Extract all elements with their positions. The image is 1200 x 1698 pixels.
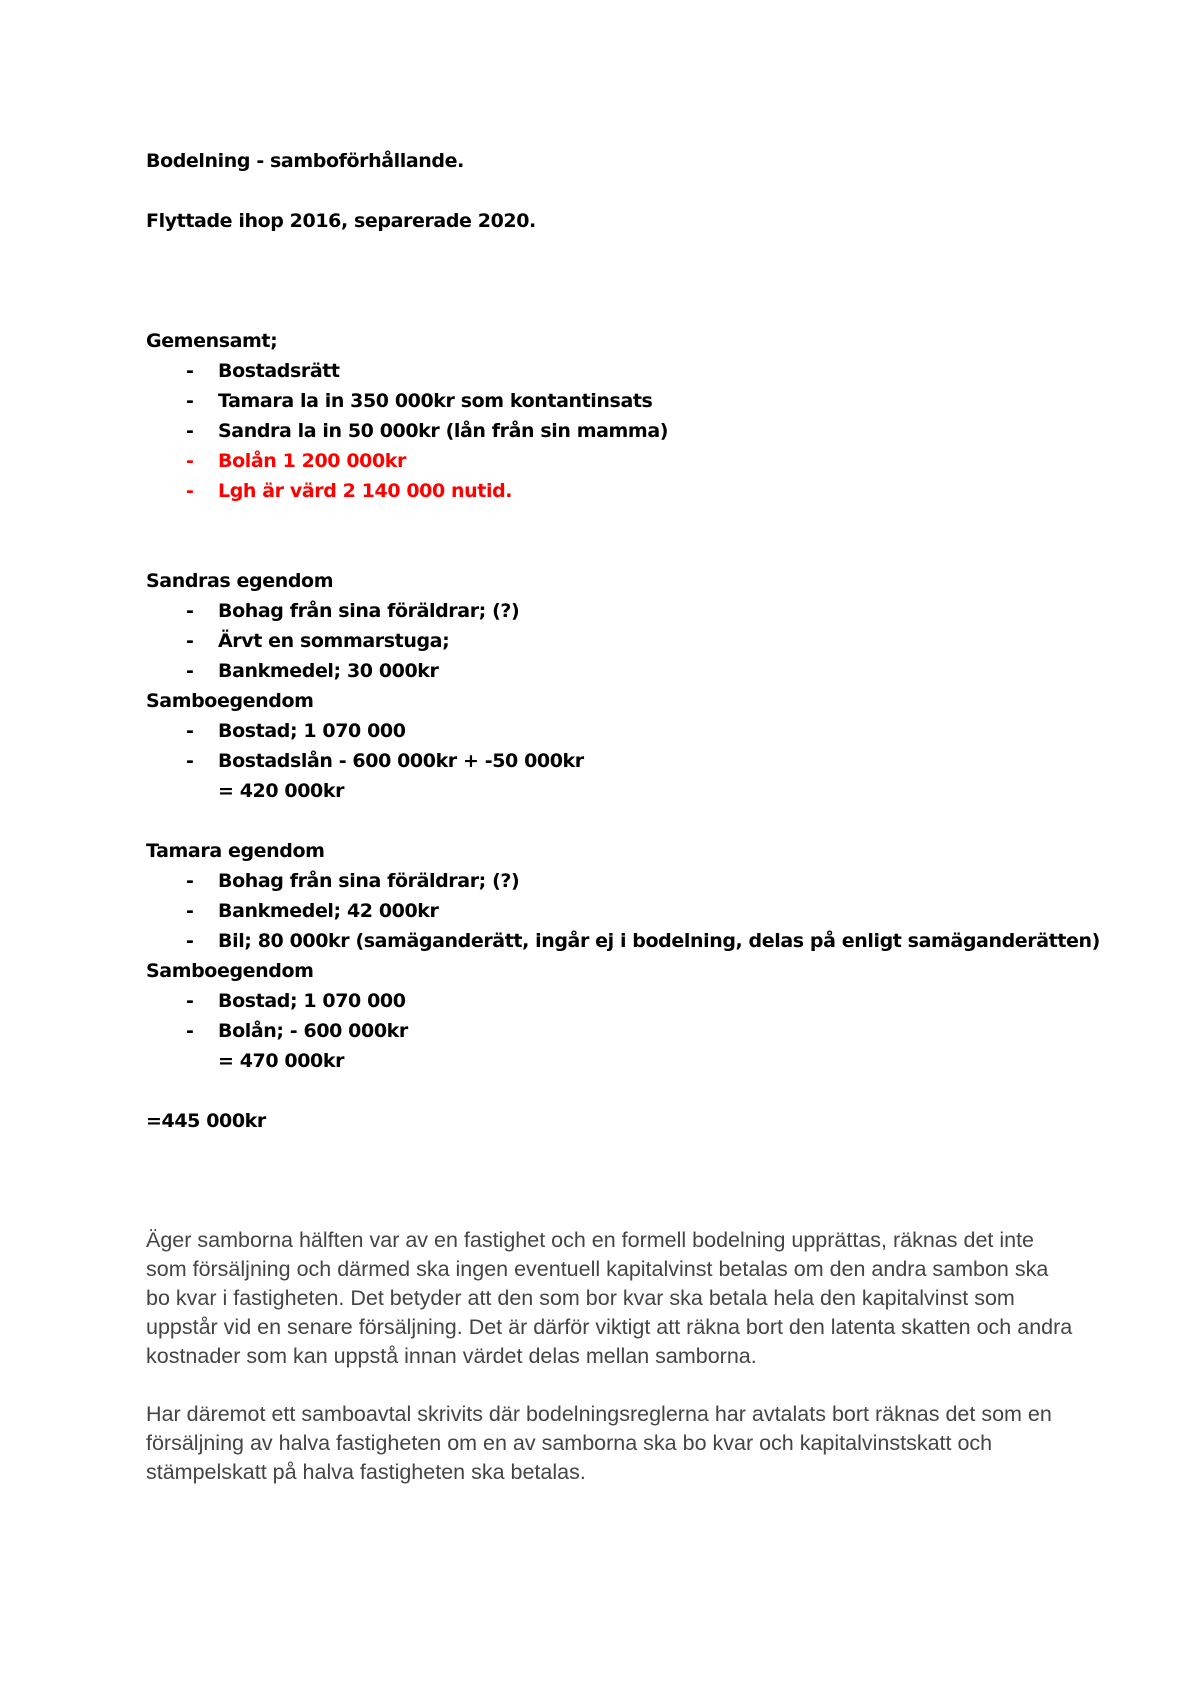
list-item-text: Sandra la in 50 000kr (lån från sin mamma) [218,420,669,442]
list-item-text: Bankmedel; 30 000kr [218,660,439,682]
result-total: =445 000kr [146,1110,266,1132]
tamara-sambo-heading: Samboegendom [146,960,314,982]
sandra-heading: Sandras egendom [146,570,334,592]
list-item [146,716,1076,746]
spacer [146,506,1076,536]
dash-bullet: - [186,360,194,382]
list-item-text: Tamara la in 350 000kr som kontantinsats [218,390,653,412]
shared-heading: Gemensamt; [146,330,278,352]
tamara-sambo-total: = 470 000kr [218,1050,345,1072]
tamara-list [146,866,1100,956]
paragraph-joint-ownership: Äger samborna hälften var av en fastighet och en formell bodelning upprättas, räknas det inte som försäljning och därmed ska ingen eventuell kapitalvinst betalas om den andra sambon ska bo kvar i fastigheten. Det betyder att den som bor kvar ska betala hela den kapitalvinst som uppstår vid en senare försäljning. Det är därför viktigt att räkna bort den latenta skatten och andra kostnader som kan uppstå innan värdet delas mellan samborna. [146,1228,1073,1368]
sandra-list [146,596,1076,686]
list-item-text: Bostad; 1 070 000 [218,990,406,1012]
spacer [146,1076,1076,1106]
list-item-text: Bohag från sina föräldrar; (?) [218,600,520,622]
tamara-heading: Tamara egendom [146,840,325,862]
dash-bullet: - [186,450,194,472]
dash-bullet: - [186,930,194,952]
list-item-text: Bohag från sina föräldrar; (?) [218,870,520,892]
tamara-sambo-list [146,986,1076,1046]
dash-bullet: - [186,990,194,1012]
spacer [146,266,1076,296]
list-item [146,986,1076,1016]
list-item-text: Bankmedel; 42 000kr [218,900,439,922]
spacer [146,236,1076,266]
dash-bullet: - [186,390,194,412]
spacer [146,1136,1076,1226]
sandra-sambo-list [146,716,1076,776]
spacer [146,806,1076,836]
list-item-text: Bolån 1 200 000kr [218,450,406,472]
spacer [146,176,1076,206]
list-item [146,386,1076,416]
list-item-highlighted [146,476,1076,506]
dash-bullet: - [186,900,194,922]
sandra-sambo-heading: Samboegendom [146,690,314,712]
list-item [146,746,1076,776]
list-item [146,656,1076,686]
list-item-text: Bil; 80 000kr (samäganderätt, ingår ej i bodelning, delas på enligt samäganderätten) [218,930,1100,952]
dash-bullet: - [186,720,194,742]
sandra-sambo-total: = 420 000kr [218,780,345,802]
dash-bullet: - [186,600,194,622]
list-item [146,926,1100,956]
spacer [146,1371,1076,1400]
dash-bullet: - [186,660,194,682]
document-content [146,146,1100,1487]
dash-bullet: - [186,480,194,502]
list-item [146,896,1076,926]
list-item-text: Bostadsrätt [218,360,340,382]
spacer [146,296,1076,326]
list-item [146,866,1076,896]
document-subtitle: Flyttade ihop 2016, separerade 2020. [146,210,536,232]
list-item [146,416,1076,446]
dash-bullet: - [186,870,194,892]
paragraph-cohabitation-agreement: Har däremot ett samboavtal skrivits där bodelningsreglerna har avtalats bort räknas det som en försäljning av halva fastigheten om en av samborna ska bo kvar och kapitalvinstskatt och stämpelskatt på halva fastigheten ska betalas. [146,1402,1052,1484]
dash-bullet: - [186,750,194,772]
list-item [146,626,1076,656]
document-title: Bodelning - samboförhållande. [146,150,464,172]
list-item-text: Bolån; - 600 000kr [218,1020,408,1042]
dash-bullet: - [186,1020,194,1042]
dash-bullet: - [186,630,194,652]
list-item-text: Ärvt en sommarstuga; [218,630,450,652]
list-item [146,1016,1076,1046]
list-item [146,596,1076,626]
dash-bullet: - [186,420,194,442]
spacer [146,536,1076,566]
list-item-text: Bostad; 1 070 000 [218,720,406,742]
list-item-highlighted [146,446,1076,476]
notes-block [146,146,1100,1136]
list-item-text: Bostadslån - 600 000kr + -50 000kr [218,750,584,772]
list-item [146,356,1076,386]
list-item-text: Lgh är värd 2 140 000 nutid. [218,480,513,502]
shared-list [146,356,1076,506]
